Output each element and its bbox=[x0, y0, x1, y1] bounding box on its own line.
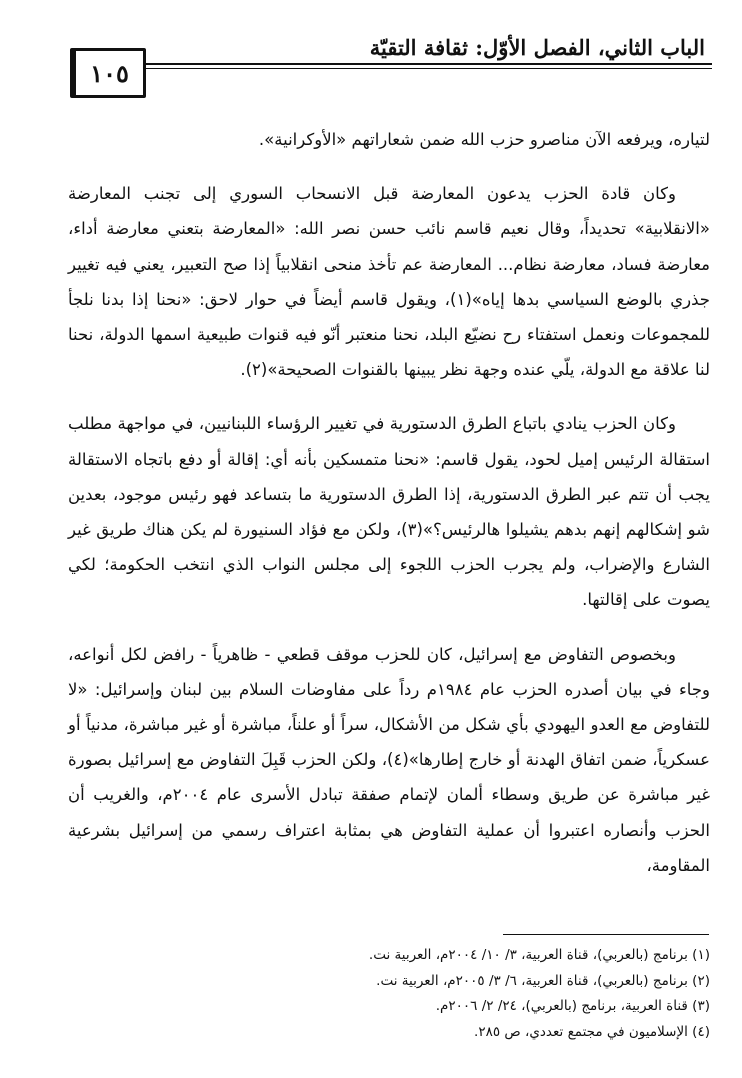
paragraph-negotiation: وبخصوص التفاوض مع إسرائيل، كان للحزب موقف قطعي - ظاهرياً - رافض لكل أنواعه، وجاء في بيان أصدره الحزب عام ١٩٨٤م رداً على مفاوضات السلام بين لبنان وإسرائيل: «لا للتفاوض مع العدو اليهودي بأي شكل من الأشكال، سراً أو علناً، مباشرة أو غير مباشرة، مدنياً أو عسكرياً، ضمن اتفاق الهدنة أو خارج إطارها»(٤)، ولكن الحزب قَبِلَ التفاوض مع إسرائيل بصورة غير مباشرة عن طريق وسطاء ألمان لإتمام صفقة تبادل الأسرى عام ٢٠٠٤م، والغريب أن الحزب وأنصاره اعتبروا أن عملية التفاوض هي بمثابة اعتراف رسمي من إسرائيل بشرعية المقاومة، bbox=[68, 644, 710, 875]
paragraph-opposition: وكان قادة الحزب يدعون المعارضة قبل الانسحاب السوري إلى تجنب المعارضة «الانقلابية» تحديداً، وقال نعيم قاسم نائب حسن نصر الله: «المعارضة بتعني معارضة أداء، معارضة فساد، معارضة نظام... المعارضة عم تأخذ منحى انقلابياً إذا صح التعبير، يعني فيه تغيير جذري بالوضع السياسي بدها إياه»(١)، ويقول قاسم أيضاً في حوار لاحق: «نحنا إذا بدنا نلجأ للمجموعات ونعمل استفتاء رح نضيّع البلد، نحنا منعتبر أنّو فيه قنوات طبيعية اسمها الدولة، نحنا لنا علاقة مع الدولة، يلّي عنده وجهة نظر يبينها بالقنوات الصحيحة»(٢). bbox=[68, 184, 710, 380]
footnote-1: (١) برنامج (بالعربي)، قناة العربية، ٣/ ١٠/ ٢٠٠٤م، العربية نت. bbox=[368, 947, 710, 963]
header-rule-thick bbox=[84, 63, 712, 65]
footnote-4: (٤) الإسلاميون في مجتمع تعددي، ص ٢٨٥. bbox=[474, 1023, 710, 1040]
footnote-separator bbox=[503, 934, 709, 935]
footnote-2: (٢) برنامج (بالعربي)، قناة العربية، ٦/ ٣/ ٢٠٠٥م، العربية نت. bbox=[376, 972, 710, 989]
footnotes bbox=[68, 943, 710, 1045]
paragraph-constitutional-methods: وكان الحزب ينادي باتباع الطرق الدستورية في تغيير الرؤساء اللبنانيين، في مواجهة مطلب استقالة الرئيس إميل لحود، يقول قاسم: «نحنا متمسكين بأنه أي: إقالة أو دفع باتجاه الاستقالة يجب أن تتم عبر الطرق الدستورية، إذا الطرق الدستورية ما بتساعد فهو رئيس موجود، بعدين شو إشكالهم إنهم بدهم يشيلوا هالرئيس؟»(٣)، ولكن مع فؤاد السنيورة لم يكن هناك طريق غير الشارع والإضراب، ولم يجرب الحزب اللجوء إلى مجلس النواب الذي انتخب الحكومة؛ لكي يصوت على إقالتها. bbox=[68, 414, 710, 610]
footnote-3: (٣) قناة العربية، برنامج (بالعربي)، ٢٤/ ٢/ ٢٠٠٦م. bbox=[435, 998, 710, 1014]
running-header-title: الباب الثاني، الفصل الأوّل: ثقافة التقيّة bbox=[369, 35, 705, 60]
header-rule-thin bbox=[84, 68, 712, 69]
body-text bbox=[68, 122, 710, 883]
page-number: ١٠٥ bbox=[70, 48, 146, 98]
paragraph-continuation: لتياره، ويرفعه الآن مناصرو حزب الله ضمن شعاراتهم «الأوكرانية». bbox=[258, 130, 710, 149]
